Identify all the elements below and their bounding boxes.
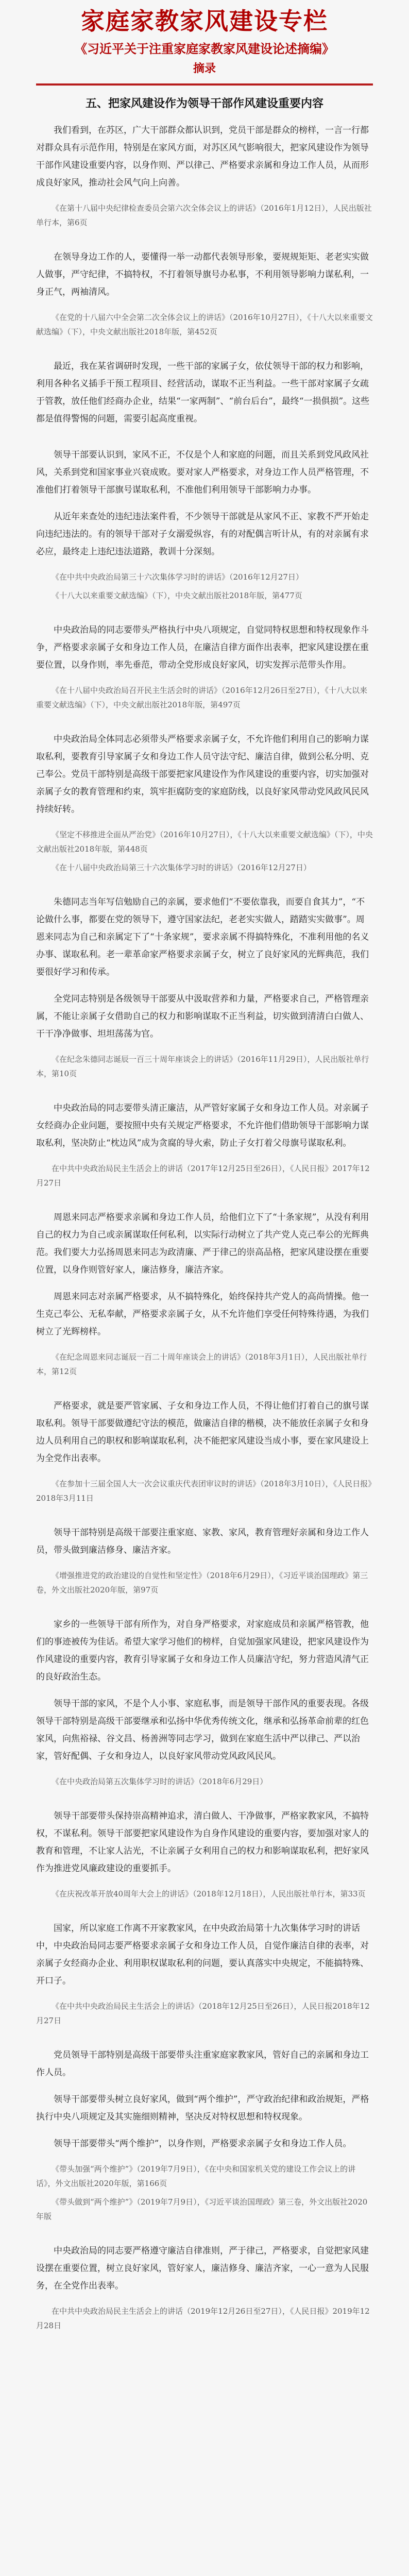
source-citation: 《在中共中央政治局民主生活会上的讲话》（2018年12月25日至26日），人民日报2018年12月27日 <box>36 2002 370 2025</box>
source-citation: 《带头加强“两个维护”》（2019年7月9日），《在中央和国家机关党的建设工作会议上的讲话》，外文出版社2020年版，第166页 <box>36 2164 356 2188</box>
quote-paragraph: 从近年来查处的违纪违法案件看，不少领导干部就是从家风不正、家教不严开始走向违纪违法的。有的领导干部对子女溺爱纵容，有的对配偶言听计从，有的对亲属有求必应，最终走上违纪违法道路，教训十分深刻。 <box>36 512 369 557</box>
quote-paragraph: 中央政治局全体同志必须带头严格要求亲属子女，不允许他们利用自己的影响力谋取私利，要教育引导家属子女和身边工作人员守法守纪、廉洁自律，做到公私分明、克己奉公。党员干部特别是高级干部要把家风建设作为作风建设的重要内容，切实加强对亲属子女的教育管理和约束，筑牢拒腐防变的家庭防线，以良好家风带动党风政风民风持续好转。 <box>36 734 369 815</box>
quote-blocks <box>36 122 373 2333</box>
source-citation: 《在中央政治局第五次集体学习时的讲话》（2018年6月29日） <box>52 1777 268 1786</box>
header <box>36 5 373 86</box>
source-citation: 在中共中央政治局民主生活会上的讲话（2017年12月25日至26日），《人民日报》2017年12月27日 <box>36 1164 370 1188</box>
excerpt-label: 摘录 <box>193 62 216 75</box>
source-citation: 《增强推进党的政治建设的自觉性和坚定性》（2018年6月29日），《习近平谈治国理政》第三卷，外文出版社2020年版，第97页 <box>36 1571 368 1595</box>
section-title: 五、把家风建设作为领导干部作风建设重要内容 <box>85 97 323 110</box>
quote-paragraph: 中央政治局的同志要严格遵守廉洁自律准则，严于律己，严格要求，自觉把家风建设摆在重要位置，树立良好家风，管好家人，廉洁修身、廉洁齐家，一心一意为人民服务，在全党作出表率。 <box>36 2246 369 2291</box>
quote-paragraph: 中央政治局的同志要带头严格执行中央八项规定，自觉同特权思想和特权现象作斗争，严格要求亲属子女和身边工作人员，在廉洁自律方面作出表率，把家风建设摆在重要位置，以身作则，率先垂范，带动全党形成良好家风，切实发挥示范带头作用。 <box>36 625 369 670</box>
quote-block <box>36 2046 373 2224</box>
page-title: 家庭家教家风建设专栏 <box>81 7 328 35</box>
source-citation: 《在十八届中央政治局召开民主生活会时的讲话》（2016年12月26日至27日），《十八大以来重要文献选编》（下），中央文献出版社2018年版，第497页 <box>36 686 367 709</box>
quote-paragraph: 领导干部要认识到，家风不正，不仅是个人和家庭的问题，而且关系到党风政风社风，关系到党和国家事业兴衰成败。要对家人严格要求，对身边工作人员严格管理，不准他们打着领导干部旗号谋取私利，不准他们利用领导干部影响力办事。 <box>36 450 369 495</box>
quote-paragraph: 在领导身边工作的人，要懂得一举一动都代表领导形象，要规规矩矩、老老实实做人做事，严守纪律，不搞特权，不打着领导旗号办私事，不利用领导影响力谋私利，一身正气，两袖清风。 <box>36 252 369 297</box>
quote-paragraph: 中央政治局的同志要带头清正廉洁，从严管好家属子女和身边工作人员。对亲属子女经商办企业问题，要按照中央有关规定严格要求，不允许他们借助领导干部影响力谋取私利，坚决防止“枕边风”成为贪腐的导火索，防止子女打着父母旗号谋取私利。 <box>36 1103 369 1148</box>
quote-block <box>36 1807 373 1901</box>
quote-block <box>36 358 373 428</box>
quote-block <box>36 1920 373 2028</box>
source-citation: 《在中共中央政治局第三十六次集体学习时的讲话》（2016年12月27日） <box>52 572 303 582</box>
quote-paragraph: 我们看到，在苏区，广大干部群众都认识到，党员干部是群众的榜样，一言一行都对群众具有示范作用，特别是在家风方面，对苏区风气影响很大，把家风建设作为领导干部作风建设重要内容，以身作则、严以律己、严格要求亲属和身边工作人员，从而形成良好家风，推动社会风气向上向善。 <box>36 125 369 188</box>
quote-paragraph: 领导干部的家风，不是个人小事、家庭私事，而是领导干部作风的重要表现。各级领导干部特别是高级干部要继承和弘扬中华优秀传统文化，继承和弘扬革命前辈的红色家风，向焦裕禄、谷文昌、杨善洲等同志学习，做到在家庭生活中严以律己、严以治家，管好配偶、子女和身边人，以良好家风带动党风政风民风。 <box>36 1699 369 1761</box>
quote-paragraph: 最近，我在某省调研时发现，一些干部的家属子女，依仗领导干部的权力和影响，利用各种名义插手干预工程项目、经营活动，谋取不正当利益。一些干部对家属子女疏于管教，放任他们经商办企业，结果“一家两制”、“前台后台”，最终“一损俱损”。这些都是值得警惕的问题，需要引起高度重视。 <box>36 361 370 424</box>
source-citation: 《在参加十三届全国人大一次会议重庆代表团审议时的讲话》（2018年3月10日），《人民日报》2018年3月11日 <box>36 1479 372 1503</box>
quote-block <box>36 621 373 712</box>
quote-paragraph: 全党同志特别是各级领导干部要从中汲取营养和力量，严格要求自己，严格管理亲属，不能让亲属子女借助自己的权力和影响谋取不正当利益，切实做到清清白白做人、干干净净做事、坦坦荡荡为官。 <box>36 994 369 1039</box>
quote-block <box>36 122 373 230</box>
quote-block <box>36 893 373 1081</box>
source-citation: 《在纪念周恩来同志诞辰一百二十周年座谈会上的讲话》（2018年3月1日），人民出版社单行本，第12页 <box>36 1352 367 1376</box>
book-title: 《习近平关于注重家庭家教家风建设论述摘编》 <box>75 41 334 56</box>
quote-block <box>36 446 373 603</box>
quote-block <box>36 1397 373 1505</box>
quote-paragraph: 周恩来同志严格要求亲属和身边工作人员，给他们立下了“十条家规”，从没有利用自己的权力为自己或亲属谋取任何私利，以实际行动树立了共产党人克己奉公的光辉典范。我们要大力弘扬周恩来同志为政清廉、严于律己的崇高品格，把家风建设摆在重要位置，以身作则管好家人，廉洁修身，廉洁齐家。 <box>36 1212 369 1275</box>
quote-block <box>36 2242 373 2333</box>
quote-paragraph: 国家，所以家庭工作离不开家教家风，在中央政治局第十九次集体学习时的讲话中，中央政治局同志要严格要求亲属子女和身边工作人员，自觉作廉洁自律的表率，对亲属子女经商办企业、利用职权谋取私利的问题，要认真落实中央规定，不能搞特殊、开口子。 <box>36 1923 369 1986</box>
quote-paragraph: 家乡的一些领导干部有所作为，对自身严格要求，对家庭成员和亲属严格管教，他们的事迹被传为佳话。希望大家学习他们的榜样，自觉加强家风建设，把家风建设作为作风建设的重要内容，教育引导家属子女和身边工作人员廉洁守纪，努力营造风清气正的良好政治生态。 <box>36 1619 369 1682</box>
quote-block <box>36 1524 373 1597</box>
quote-block <box>36 248 373 339</box>
quote-paragraph: 党员领导干部特别是高级干部要带头注重家庭家教家风，管好自己的亲属和身边工作人员。 <box>36 2050 369 2078</box>
source-citation: 《在党的十八届六中全会第二次全体会议上的讲话》（2016年10月27日），《十八大以来重要文献选编》（下），中央文献出版社2018年版，第452页 <box>36 313 373 336</box>
source-citation: 《坚定不移推进全面从严治党》（2016年10月27日），《十八大以来重要文献选编》（下），中央文献出版社2018年版，第448页 <box>36 830 373 854</box>
source-citation: 《在庆祝改革开放40周年大会上的讲话》（2018年12月18日），人民出版社单行本，第33页 <box>52 1889 366 1899</box>
source-citation: 《在十八届中央政治局第三十六次集体学习时的讲话》（2016年12月27日） <box>52 863 311 872</box>
quote-paragraph: 领导干部要带头“两个维护”，以身作则，严格要求亲属子女和身边工作人员。 <box>54 2139 352 2149</box>
source-citation: 《十八大以来重要文献选编》（下），中央文献出版社2018年版，第477页 <box>52 591 302 600</box>
source-citation: 《在纪念朱德同志诞辰一百三十周年座谈会上的讲话》（2016年11月29日），人民出版社单行本，第10页 <box>36 1055 369 1078</box>
quote-paragraph: 领导干部要带头树立良好家风，做到“两个维护”，严守政治纪律和政治规矩，严格执行中央八项规定及其实施细则精神，坚决反对特权思想和特权现象。 <box>36 2094 369 2122</box>
quote-paragraph: 周恩来同志对亲属严格要求，从不搞特殊化，始终保持共产党人的高尚情操。他一生克己奉公、无私奉献，严格要求亲属子女，从不允许他们享受任何特殊待遇，为我们树立了光辉榜样。 <box>36 1292 369 1337</box>
quote-block <box>36 1099 373 1190</box>
quote-block <box>36 731 373 875</box>
source-citation: 《带头做到“两个维护”》（2019年7月9日），《习近平谈治国理政》第三卷，外文出版社2020年版 <box>36 2197 368 2221</box>
quote-block <box>36 1616 373 1789</box>
quote-block <box>36 1209 373 1379</box>
quote-paragraph: 朱德同志当年写信勉励自己的亲属，要求他们“不要依靠我，而要自食其力”，“不论做什么事，都要在党的领导下，遵守国家法纪，老老实实做人，踏踏实实做事”。周恩来同志为自己和亲属定下了“十条家规”，要求亲属不得搞特殊化，不准利用他的名义办事、谋取私利。老一辈革命家严格要求亲属子女，树立了良好家风的光辉典范，我们要很好学习和传承。 <box>36 897 369 977</box>
quote-paragraph: 领导干部要带头保持崇高精神追求，清白做人、干净做事，严格家教家风，不搞特权，不谋私利。领导干部要把家风建设作为自身作风建设的重要内容，要加强对家人的教育和管理，不让家人沾光，不让亲属子女利用自己的权力和影响谋取私利，把好家风作为推进党风廉政建设的重要抓手。 <box>36 1811 369 1874</box>
quote-paragraph: 严格要求，就是要严管家属、子女和身边工作人员，不得让他们打着自己的旗号谋取私利。领导干部要做遵纪守法的模范，做廉洁自律的楷模，决不能放任亲属子女和身边人员利用自己的职权和影响谋取私利，决不能把家风建设当成小事，要在家风建设上为全党作出表率。 <box>36 1401 369 1464</box>
source-citation: 在中共中央政治局民主生活会上的讲话（2019年12月26日至27日），《人民日报》2019年12月28日 <box>36 2307 370 2330</box>
source-citation: 《在第十八届中央纪律检查委员会第六次全体会议上的讲话》（2016年1月12日），人民出版社单行本，第6页 <box>36 204 372 227</box>
quote-paragraph: 领导干部特别是高级干部要注重家庭、家教、家风，教育管理好亲属和身边工作人员，带头做到廉洁修身、廉洁齐家。 <box>36 1528 369 1555</box>
